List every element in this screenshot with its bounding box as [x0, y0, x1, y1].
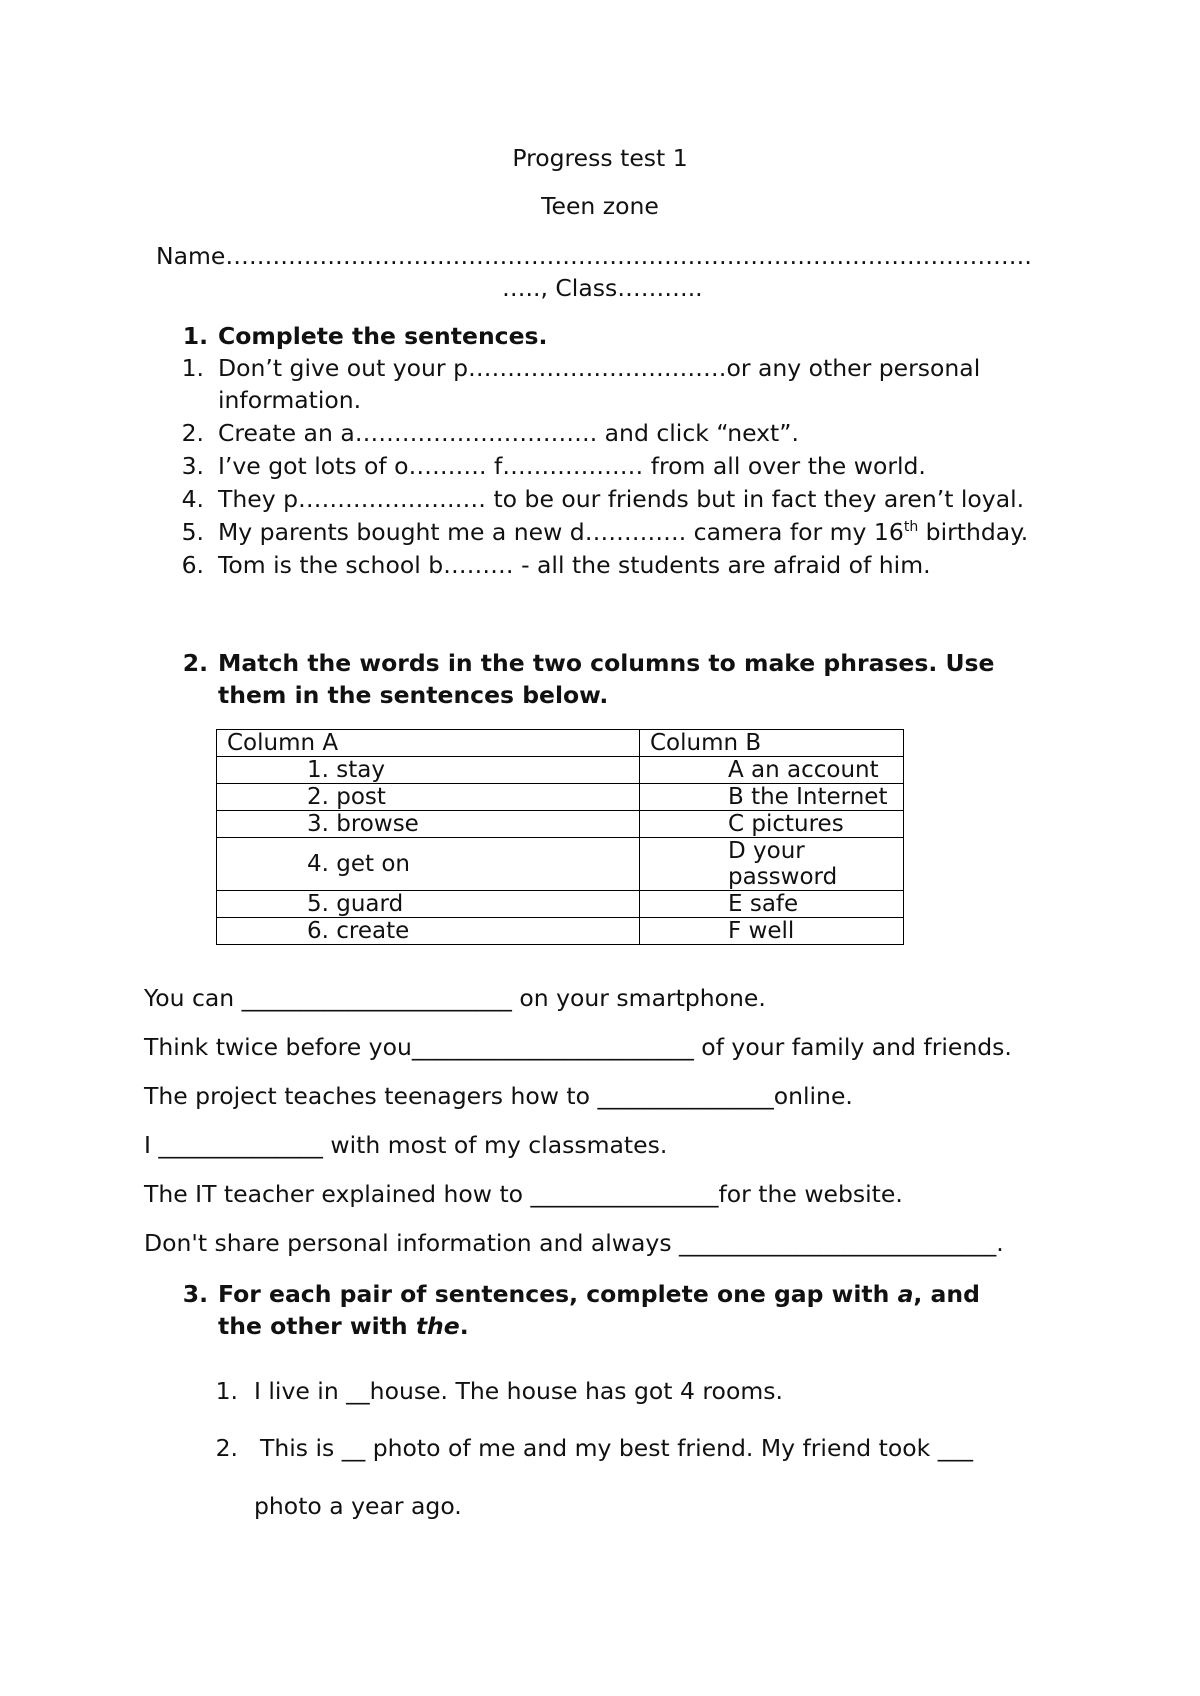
section3-heading-line2: the other with the.	[218, 1312, 469, 1340]
table-cell: C pictures	[640, 811, 904, 838]
section1-item-number: 1.	[181, 354, 204, 382]
section3-item-number: 2.	[215, 1434, 238, 1462]
table-row	[217, 838, 904, 891]
section1-item-3: I’ve got lots of o………. f……………… from all over the world.	[218, 452, 926, 480]
section3-item-2-line2: photo a year ago.	[254, 1492, 462, 1520]
table-header-cell: Column B	[640, 730, 904, 757]
section3-number: 3.	[182, 1280, 208, 1308]
fill-sentence: I ______________ with most of my classmates.	[144, 1131, 668, 1159]
table-cell: E safe	[640, 891, 904, 918]
section3-item-1: I live in __house. The house has got 4 rooms.	[254, 1377, 783, 1405]
match-table	[216, 729, 904, 945]
section1-number: 1.	[182, 322, 208, 350]
section3-heading-line1: For each pair of sentences, complete one gap with a, and	[218, 1280, 980, 1308]
table-header-row	[217, 730, 904, 757]
section3-item-number: 1.	[215, 1377, 238, 1405]
section1-item-number: 5.	[181, 518, 204, 546]
section2-number: 2.	[182, 649, 208, 677]
section2-heading-line2: them in the sentences below.	[218, 681, 609, 709]
table-cell: 5. guard	[217, 891, 640, 918]
table-row	[217, 784, 904, 811]
section1-item-5: My parents bought me a new d…………. camera for my 16th birthday.	[218, 518, 1029, 546]
fill-sentence: The project teaches teenagers how to _______________online.	[144, 1082, 853, 1110]
fill-sentence: Don't share personal information and always ___________________________.	[144, 1229, 1004, 1257]
table-cell: A an account	[640, 757, 904, 784]
fill-sentence: The IT teacher explained how to ________________for the website.	[144, 1180, 903, 1208]
section1-item-4: They p…………………… to be our friends but in fact they aren’t loyal.	[218, 485, 1025, 513]
table-row	[217, 891, 904, 918]
table-cell: B the Internet	[640, 784, 904, 811]
table-row	[217, 918, 904, 945]
name-field-line: Name………………………………………………………………………………………….	[156, 242, 1032, 270]
fill-sentence: Think twice before you________________________ of your family and friends.	[144, 1033, 1012, 1061]
table-row	[217, 811, 904, 838]
table-row	[217, 757, 904, 784]
table-cell: F well	[640, 918, 904, 945]
section3-item-2-line1: This is __ photo of me and my best friend. My friend took ___	[260, 1434, 973, 1462]
section1-item-number: 4.	[181, 485, 204, 513]
table-cell: 3. browse	[217, 811, 640, 838]
section1-item-2: Create an a…………………………. and click “next”.	[218, 419, 799, 447]
table-header-cell: Column A	[217, 730, 640, 757]
section2-heading-line1: Match the words in the two columns to make phrases. Use	[218, 649, 995, 677]
table-cell: 4. get on	[217, 838, 640, 891]
table-cell: 2. post	[217, 784, 640, 811]
section1-item-1-line1: Don’t give out your p……………………………or any other personal	[218, 354, 981, 382]
section1-item-number: 6.	[181, 551, 204, 579]
fill-sentence: You can _______________________ on your smartphone.	[144, 984, 766, 1012]
table-cell: D your password	[640, 838, 904, 891]
section1-item-6: Tom is the school b……… - all the students are afraid of him.	[218, 551, 931, 579]
table-cell: 6. create	[217, 918, 640, 945]
page-subtitle: Teen zone	[541, 192, 659, 220]
section1-item-number: 2.	[181, 419, 204, 447]
section1-item-number: 3.	[181, 452, 204, 480]
table-cell: 1. stay	[217, 757, 640, 784]
section1-item-1-line2: information.	[218, 386, 362, 414]
class-field-line: ….., Class………..	[502, 274, 703, 302]
page-title: Progress test 1	[512, 144, 688, 172]
section1-heading: Complete the sentences.	[218, 322, 548, 350]
